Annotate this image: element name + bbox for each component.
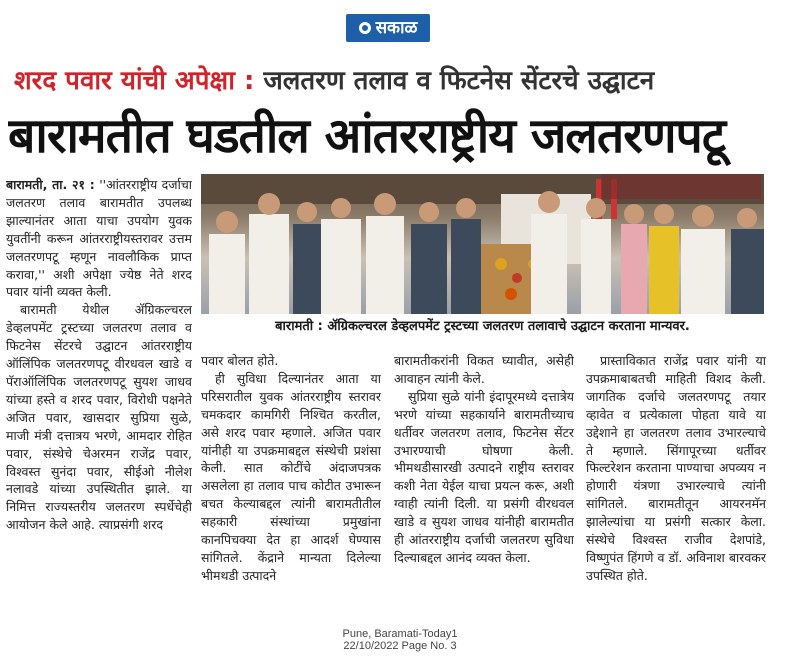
- article-paragraph: पवार बोलत होते.: [201, 353, 279, 368]
- masthead-name: सकाळ: [375, 18, 418, 38]
- article-paragraph: प्रास्ताविकात राजेंद्र पवार यांनी या उपक्रमाबाबतची माहिती विशद केली. जागतिक दर्जाचे जलतरणपटू तयार व्हावेत व प्रत्येकाला पोहता यावे या उद्देशाने हा जलतरण तलाव उभारल्याचे ते म्हणाले. सिंगापूरच्या धर्तीवर फिल्टरेशन करताना पाण्याचा अपव्यय न होणारी यंत्रणा उभारल्याचे त्यांनी सांगितले. बारामतीतून आयरनमॅन झालेल्यांचा या प्रसंगी सत्कार केला. संस्थेचे विश्वस्त राजीव देशपांडे, विष्णुपंत हिंगणे व डॉ. अविनाश बारवकर उपस्थित होते.: [586, 353, 766, 583]
- footer-date-page: 22/10/2022 Page No. 3: [343, 640, 457, 652]
- sakal-logo-icon: [359, 22, 371, 34]
- article-dateline: बारामती, ता. २१ :: [6, 177, 95, 192]
- article-paragraph: बारामतीकरांनी विकत घ्यावीत, असेही आवाहन त्यांनी केले.: [394, 353, 574, 386]
- photo-caption: बारामती : ॲग्रिकल्चरल डेव्हलपमेंट ट्रस्टच्या जलतरण तलावाचे उद्घाटन करताना मान्यवर.: [275, 319, 690, 334]
- article-paragraph: बारामती येथील ॲग्रिकल्चरल डेव्हलपमेंट ट्रस्टच्या जलतरण तलाव व फिटनेस सेंटरचे उद्घाटन आंतरराष्ट्रीय ऑलिंपिक जलतरणपटू वीरधवल खाडे व पॅराऑलिंपिक जलतरणपटू सुयश जाधव यांच्या हस्ते व शरद पवार, विरोधी पक्षनेते अजित पवार, खासदार सुप्रिया सुळे, माजी मंत्री दत्तात्रय भरणे, आमदार रोहित पवार, संस्थेचे चेअरमन राजेंद्र पवार, विश्वस्त सुनंदा पवार, सीईओ नीलेश नलावडे यांच्या उपस्थितीत झाले. या निमित्त राज्यस्तरीय जलतरण स्पर्धेचेही आयोजन केले आहे. त्याप्रसंगी शरद: [6, 302, 192, 533]
- kicker: [14, 64, 794, 98]
- article-column-4: [586, 352, 766, 622]
- article-paragraph: सुप्रिया सुळे यांनी इंदापूरमध्ये दत्तात्रेय भरणे यांच्या सहकार्याने बारामतीच्याच धर्तीवर जलतरण तलाव, फिटनेस सेंटर उभारण्याची घोषणा केली. भीमथडीसारखी उत्पादने राष्ट्रीय स्तरावर कशी नेता येईल याचा प्रयत्न करू, अशी ग्वाही त्यांनी दिली. या प्रसंगी वीरधवल खाडे व सुयश जाधव यांनीही बारामतीत ही आंतरराष्ट्रीय दर्जाची जलतरण सुविधा दिल्याबद्दल आनंद व्यक्त केला.: [394, 388, 574, 565]
- article-paragraph: ''आंतरराष्ट्रीय दर्जाचा जलतरण तलाव बारामतीत उपलब्ध झाल्यानंतर आता याचा उपयोग युवक युवतींनी करून आंतरराष्ट्रीयस्तरावर उत्तम जलतरणपटू म्हणून नावलौकिक प्राप्त करावा,'' अशी अपेक्षा ज्येष्ठ नेते शरद पवार यांनी व्यक्त केली.: [6, 177, 192, 300]
- photo-illustration: [201, 174, 764, 314]
- masthead-logo: [346, 14, 430, 42]
- headline: बारामतीत घडतील आंतरराष्ट्रीय जलतरणपटू: [8, 108, 726, 164]
- article-column-2: [201, 352, 381, 622]
- article-paragraph: ही सुविधा दिल्यानंतर आता या परिसरातील युवक आंतरराष्ट्रीय स्तरावर चमकदार कामगिरी निश्चित करतील, असे शरद पवार म्हणाले. अजित पवार यांनीही या उपक्रमाबद्दल संस्थेची प्रशंसा केली. सात कोटींचे अंदाजपत्रक असलेला हा तलाव पाच कोटीत उभारून बचत केल्याबद्दल त्यांनी बारामतीतील सहकारी संस्थांच्या प्रमुखांना कानपिचक्या देत हा आदर्श घेण्यास सांगितले. केंद्राने मान्यता दिलेल्या भीमथडी उत्पादने: [201, 370, 381, 583]
- kicker-lead: शरद पवार यांची अपेक्षा :: [14, 66, 255, 96]
- article-column-1: [6, 176, 192, 622]
- article-column-3: [394, 352, 574, 622]
- kicker-rest: जलतरण तलाव व फिटनेस सेंटरचे उद्घाटन: [263, 66, 655, 96]
- footer-source: Pune, Baramati-Today1: [342, 628, 458, 640]
- event-photo: [201, 174, 764, 314]
